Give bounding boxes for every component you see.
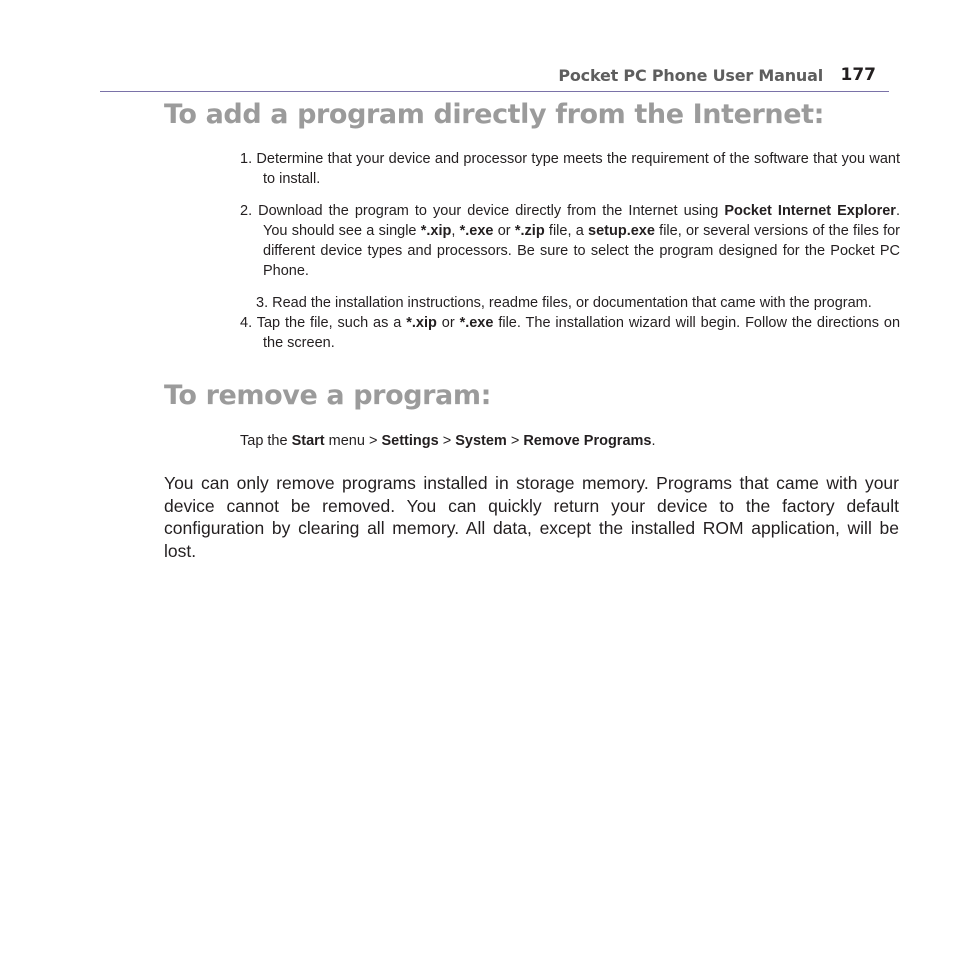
page-number: 177	[840, 65, 876, 85]
manual-title: Pocket PC Phone User Manual	[558, 66, 823, 85]
remove-instructions: Tap the Start menu > Settings > System > Remove Programs.	[240, 433, 656, 449]
step-1: 1. Determine that your device and processor type meets the requirement of the software that you want to install.	[240, 151, 900, 187]
page-header	[100, 64, 889, 92]
section-heading-add-program: To add a program directly from the Internet:	[164, 99, 825, 130]
remove-note-paragraph: You can only remove programs installed in storage memory. Programs that came with your device cannot be removed. You can quickly return your device to the factory default configuration by clearing all memory. All data, except the installed ROM application, will be lost.	[164, 473, 899, 561]
step-3: 3. Read the installation instructions, readme files, or documentation that came with the program.	[256, 295, 872, 312]
step-4: 4. Tap the file, such as a *.xip or *.exe file. The installation wizard will begin. Follow the directions on the screen.	[240, 314, 901, 351]
section-heading-remove-program: To remove a program:	[164, 380, 492, 411]
step-2: 2. Download the program to your device directly from the Internet using Pocket Internet Explorer. You should see a single *.xip, *.exe or *.zip file, a setup.exe file, or several versions of the files for different device types and processors. Be sure to select the program designed for the Pocket PC Phone.	[240, 203, 900, 279]
install-steps	[240, 150, 900, 353]
